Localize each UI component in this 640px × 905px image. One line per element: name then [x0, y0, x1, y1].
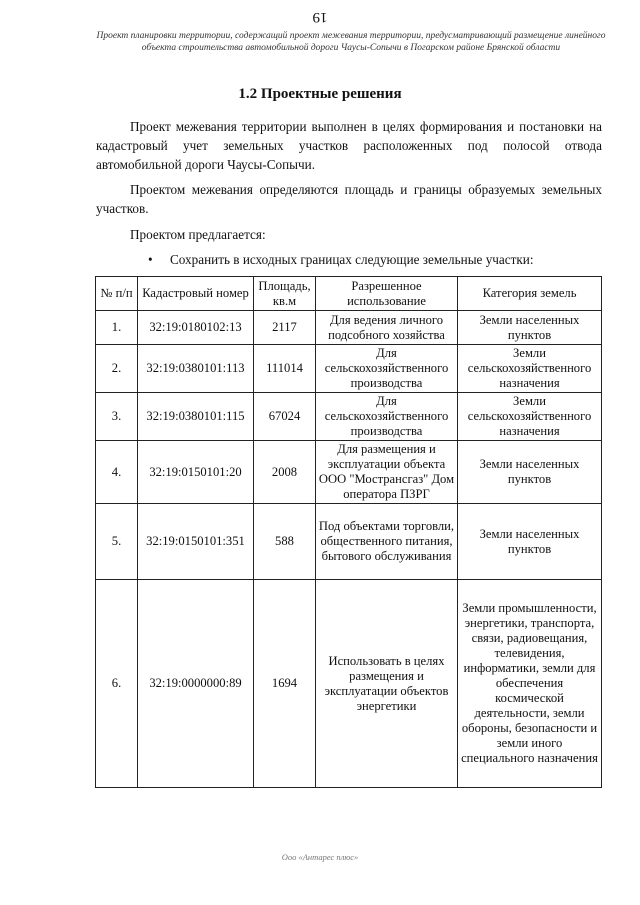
cell-category: Земли населенных пунктов: [458, 441, 602, 504]
cell-area: 1694: [254, 580, 316, 788]
cell-number: 5.: [96, 504, 138, 580]
cell-area: 2008: [254, 441, 316, 504]
cell-cadastral: 32:19:0000000:89: [138, 580, 254, 788]
bullet-text: Сохранить в исходных границах следующие земельные участки:: [170, 252, 534, 267]
table-row: [96, 580, 602, 788]
table-row: [96, 311, 602, 345]
cell-category: Земли сельскохозяйственного назначения: [458, 393, 602, 441]
footer-company: Ооо «Антарес плюс»: [281, 852, 359, 862]
paragraph-purpose: Проект межевания территории выполнен в целях формирования и постановки на кадастровый учет земельных участков расположенных под полосой отвода автомобильной дороги Чаусы-Сопычи.: [96, 119, 602, 172]
cell-use: Для сельскохозяйственного производства: [316, 393, 458, 441]
cell-use: Для ведения личного подсобного хозяйства: [316, 311, 458, 345]
cell-cadastral: 32:19:0150101:351: [138, 504, 254, 580]
cell-use: Под объектами торговли, общественного питания, бытового обслуживания: [316, 504, 458, 580]
table-row: [96, 345, 602, 393]
cell-category: Земли промышленности, энергетики, транспорта, связи, радиовещания, телевидения, информатики, земли для обеспечения космической деятельности, земли обороны, безопасности и земли иного специального назначения: [458, 580, 602, 788]
cell-category: Земли сельскохозяйственного назначения: [458, 345, 602, 393]
cell-number: 2.: [96, 345, 138, 393]
cell-area: 588: [254, 504, 316, 580]
paragraph-proposal: Проектом предлагается:: [130, 227, 266, 242]
bullet-icon: •: [148, 252, 153, 267]
cell-number: 6.: [96, 580, 138, 788]
section-title: 1.2 Проектные решения: [238, 86, 402, 102]
table-row: [96, 441, 602, 504]
cell-area: 111014: [254, 345, 316, 393]
header-cadastral: Кадастровый номер: [138, 277, 254, 311]
cell-number: 1.: [96, 311, 138, 345]
cell-cadastral: 32:19:0380101:113: [138, 345, 254, 393]
cell-category: Земли населенных пунктов: [458, 311, 602, 345]
cell-cadastral: 32:19:0150101:20: [138, 441, 254, 504]
cell-cadastral: 32:19:0180102:13: [138, 311, 254, 345]
bullet-item: [148, 252, 534, 268]
header-number: № п/п: [96, 277, 138, 311]
header-area: Площадь, кв.м: [254, 277, 316, 311]
paragraph-area: Проектом межевания определяются площадь и границы образуемых земельных участков.: [96, 182, 602, 216]
cell-number: 3.: [96, 393, 138, 441]
cell-use: Для размещения и эксплуатации объекта ООО "Мострансгаз" Дом оператора ПЗРГ: [316, 441, 458, 504]
cell-area: 2117: [254, 311, 316, 345]
table-row: [96, 504, 602, 580]
page-number: 19: [312, 9, 328, 25]
cell-use: Для сельскохозяйственного производства: [316, 345, 458, 393]
header-note: Проект планировки территории, содержащий проект межевания территории, предусматривающий размещение линейного объекта строительства автомобильной дороги Чаусы-Сопычи в Погарском районе Брянской области: [96, 31, 606, 53]
header-category: Категория земель: [458, 277, 602, 311]
cell-use: Использовать в целях размещения и эксплуатации объектов энергетики: [316, 580, 458, 788]
cell-area: 67024: [254, 393, 316, 441]
cell-category: Земли населенных пунктов: [458, 504, 602, 580]
header-use: Разрешенное использование: [316, 277, 458, 311]
table-header-row: [96, 277, 602, 311]
cell-cadastral: 32:19:0380101:115: [138, 393, 254, 441]
table-row: [96, 393, 602, 441]
cell-number: 4.: [96, 441, 138, 504]
land-plots-table: [95, 276, 602, 788]
